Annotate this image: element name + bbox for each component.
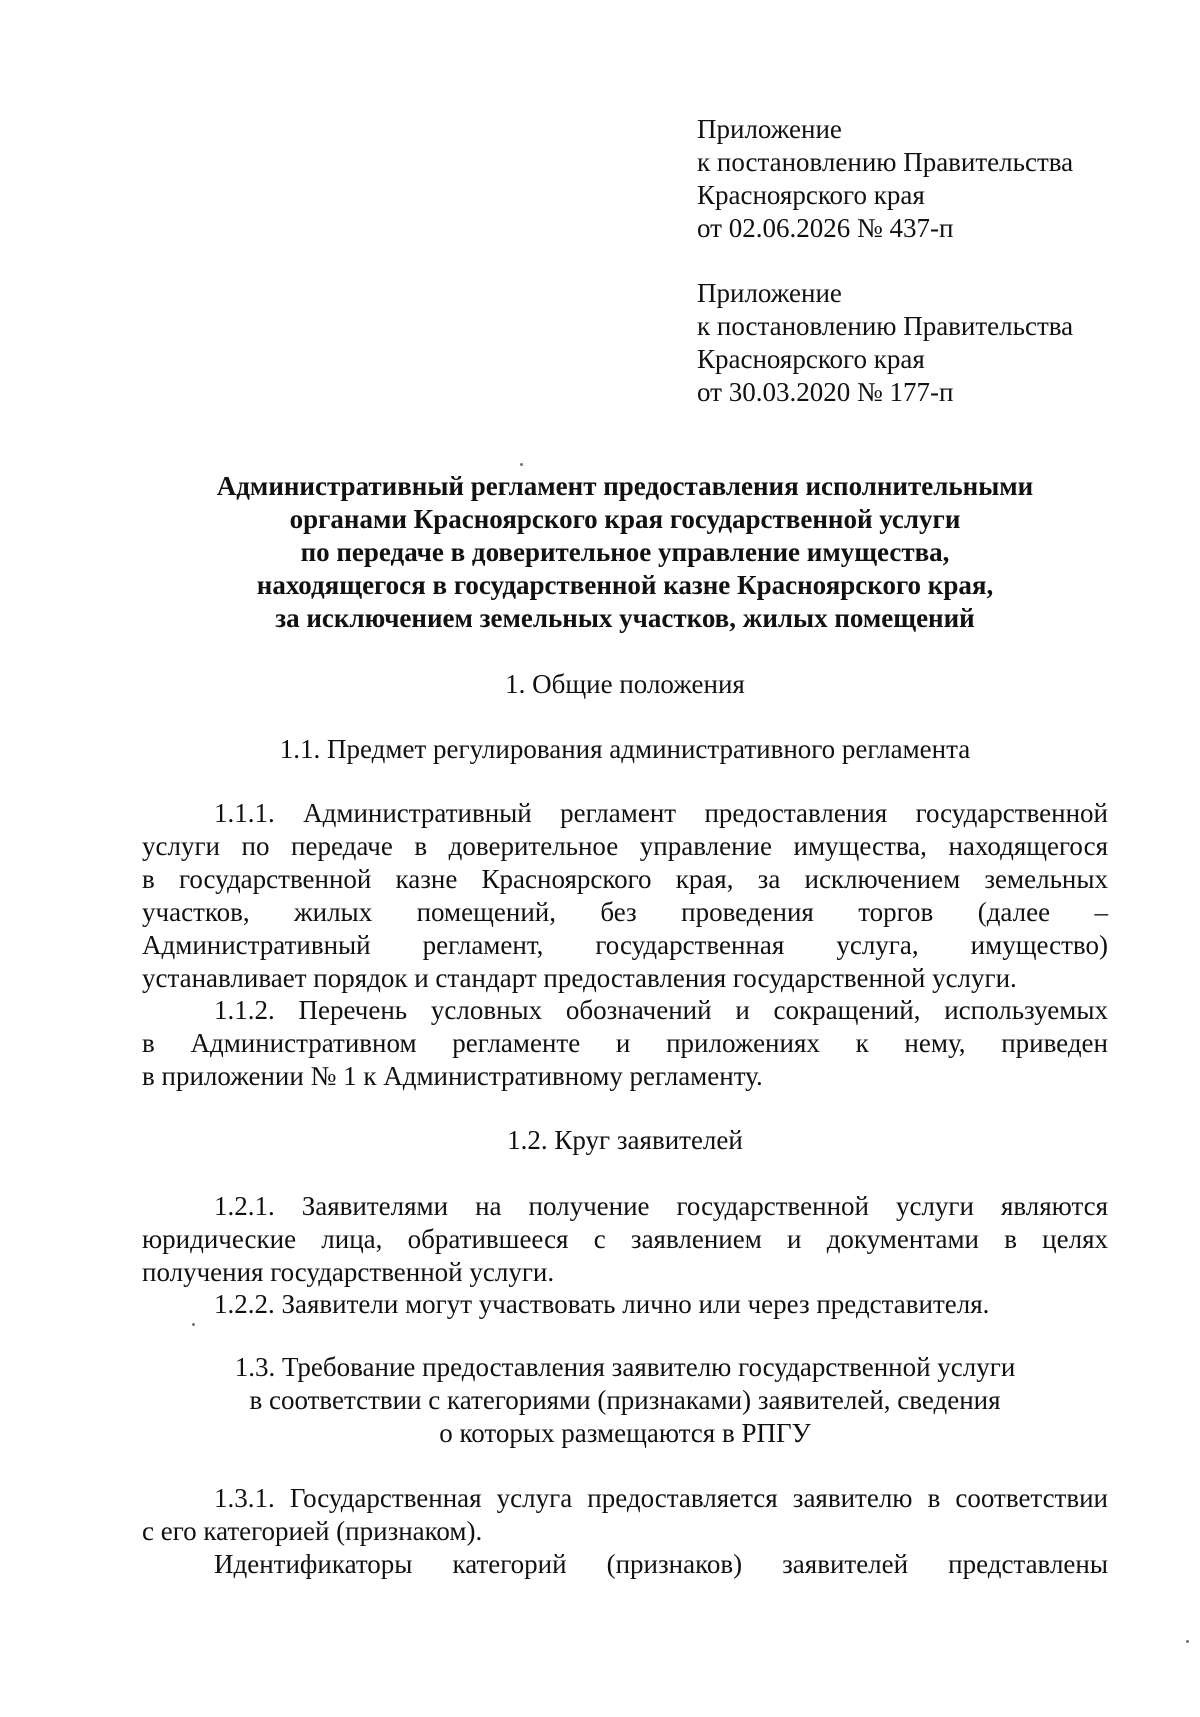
- subsection-heading-1-3: [140, 1351, 1110, 1450]
- subsection-heading-1-2: [140, 1124, 1110, 1157]
- paragraph-line: Административный регламент, государственная услуга, имущество): [142, 930, 1108, 960]
- paragraph-1-1-2: [142, 994, 1108, 1093]
- appendix-block-current: [697, 113, 1167, 245]
- subsection-heading-1-1: [140, 733, 1110, 766]
- appendix-region: Красноярского края: [697, 180, 925, 210]
- heading-line: в соответствии с категориями (признаками) заявителей, сведения: [249, 1385, 1001, 1415]
- appendix-resolution-ref: к постановлению Правительства: [697, 311, 1074, 341]
- paragraph-line: в приложении № 1 к Административному регламенту.: [142, 1061, 763, 1091]
- heading-text: 1.1. Предмет регулирования административного регламента: [279, 734, 971, 764]
- appendix-label: Приложение: [697, 278, 842, 308]
- paragraph-line: 1.1.1. Административный регламент предоставления государственной: [214, 798, 1108, 828]
- paragraph-line: в Административном регламенте и приложениях к нему, приведен: [142, 1028, 1108, 1058]
- appendix-resolution-ref: к постановлению Правительства: [697, 147, 1074, 177]
- title-line: Административный регламент предоставления исполнительными: [216, 471, 1034, 501]
- paragraph-line: 1.2.1. Заявителями на получение государственной услуги являются: [214, 1191, 1108, 1221]
- paragraph-line: Идентификаторы категорий (признаков) заявителей представлены: [214, 1549, 1108, 1579]
- paragraph-line: с его категорией (признаком).: [142, 1516, 483, 1546]
- paragraph-line: устанавливает порядок и стандарт предоставления государственной услуги.: [142, 963, 1017, 993]
- title-line: за исключением земельных участков, жилых помещений: [275, 603, 975, 633]
- section-heading-1: [140, 668, 1110, 701]
- paragraph-1-3-1: [142, 1482, 1108, 1581]
- paragraph-1-1-1: [142, 797, 1108, 995]
- paragraph-line: 1.3.1. Государственная услуга предоставляется заявителю в соответствии: [214, 1483, 1108, 1513]
- document-title: [140, 470, 1110, 635]
- scan-speck: [520, 463, 523, 466]
- paragraph-line: в государственной казне Красноярского края, за исключением земельных: [142, 864, 1108, 894]
- title-line: органами Красноярского края государственной услуги: [289, 504, 961, 534]
- heading-text: 1.2. Круг заявителей: [507, 1125, 743, 1155]
- appendix-label: Приложение: [697, 114, 842, 144]
- scan-speck: [192, 1323, 195, 1326]
- paragraph-line: 1.1.2. Перечень условных обозначений и сокращений, используемых: [214, 995, 1108, 1025]
- paragraph-line: получения государственной услуги.: [142, 1257, 555, 1287]
- paragraph-1-2-1: [142, 1190, 1108, 1289]
- appendix-region: Красноярского края: [697, 344, 925, 374]
- paragraph-line: 1.2.2. Заявители могут участвовать лично или через представителя.: [214, 1289, 990, 1319]
- paragraph-line: услуги по передаче в доверительное управление имущества, находящегося: [142, 831, 1108, 861]
- appendix-date-number: от 30.03.2020 № 177-п: [697, 377, 954, 407]
- paragraph-1-2-2: [142, 1288, 1108, 1321]
- paragraph-line: участков, жилых помещений, без проведения торгов (далее –: [142, 897, 1108, 927]
- title-line: находящегося в государственной казне Красноярского края,: [256, 570, 994, 600]
- appendix-date-number: от 02.06.2026 № 437-п: [697, 213, 954, 243]
- paragraph-line: юридические лица, обратившееся с заявлением и документами в целях: [142, 1224, 1108, 1254]
- title-line: по передаче в доверительное управление имущества,: [300, 537, 950, 567]
- heading-text: 1. Общие положения: [505, 669, 745, 699]
- heading-line: о которых размещаются в РПГУ: [439, 1418, 811, 1448]
- scan-speck: [1186, 1640, 1189, 1643]
- appendix-block-original: [697, 277, 1167, 409]
- heading-line: 1.3. Требование предоставления заявителю государственной услуги: [234, 1352, 1016, 1382]
